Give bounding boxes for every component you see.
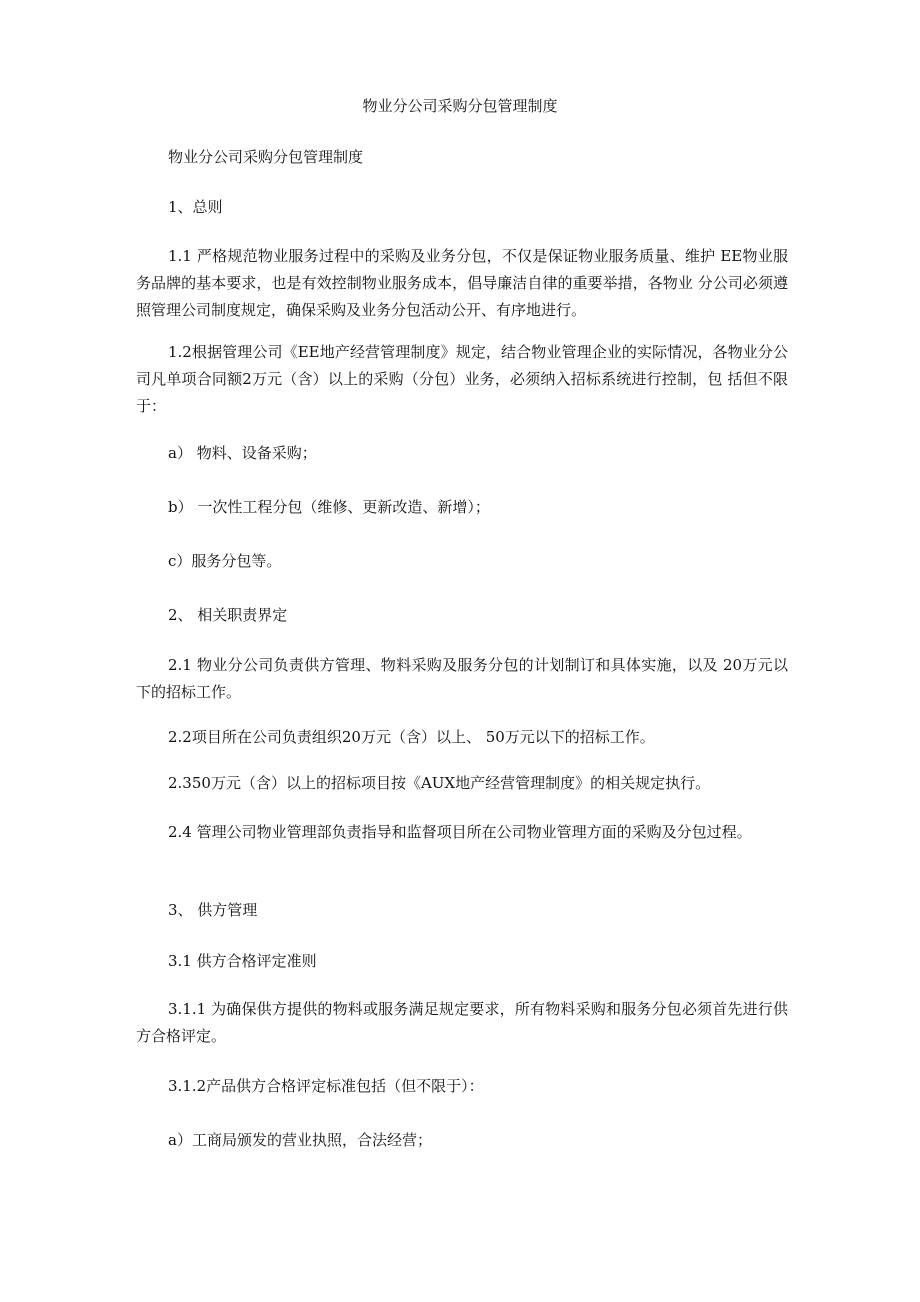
item-a-business-license: a）工商局颁发的营业执照，合法经营； bbox=[168, 1131, 432, 1149]
document-title: 物业分公司采购分包管理制度 bbox=[362, 97, 558, 115]
section-3-heading: 3、 供方管理 bbox=[168, 901, 258, 919]
item-c-services: c）服务分包等。 bbox=[168, 552, 282, 570]
section-1-heading: 1、总则 bbox=[168, 198, 223, 216]
subtitle: 物业分公司采购分包管理制度 bbox=[168, 148, 364, 166]
clause-3-1-2: 3.1.2产品供方合格评定标准包括（但不限于）： bbox=[168, 1077, 484, 1095]
section-2-heading: 2、 相关职责界定 bbox=[168, 606, 288, 624]
item-a-materials: a） 物料、设备采购； bbox=[168, 444, 317, 462]
clause-3-1-1: 3.1.1 为确保供方提供的物料或服务满足规定要求，所有物料采购和服务分包必须首先进行供方合格评定。 bbox=[136, 1000, 788, 1045]
clause-2-3: 2.350万元（含）以上的招标项目按《AUX地产经营管理制度》的相关规定执行。 bbox=[168, 774, 711, 792]
clause-3-1: 3.1 供方合格评定准则 bbox=[168, 952, 317, 970]
clause-2-2: 2.2项目所在公司负责组织20万元（含）以上、 50万元以下的招标工作。 bbox=[168, 728, 655, 746]
item-b-engineering: b） 一次性工程分包（维修、更新改造、新增）； bbox=[168, 498, 490, 516]
clause-2-1: 2.1 物业分公司负责供方管理、物料采购及服务分包的计划制订和具体实施，以及 20万元以下的招标工作。 bbox=[136, 656, 788, 701]
clause-1-2: 1.2根据管理公司《EE地产经营管理制度》规定，结合物业管理企业的实际情况，各物业分公司凡单项合同额2万元（含）以上的采购（分包）业务，必须纳入招标系统进行控制，包 括但不限于： bbox=[136, 343, 788, 415]
clause-1-1: 1.1 严格规范物业服务过程中的采购及业务分包，不仅是保证物业服务质量、维护 EE物业服务品牌的基本要求，也是有效控制物业服务成本，倡导廉洁自律的重要举措，各物业 分公司必须遵照管理公司制度规定，确保采购及业务分包活动公开、有序地进行。 bbox=[136, 247, 788, 319]
clause-2-4: 2.4 管理公司物业管理部负责指导和监督项目所在公司物业管理方面的采购及分包过程。 bbox=[168, 823, 752, 841]
